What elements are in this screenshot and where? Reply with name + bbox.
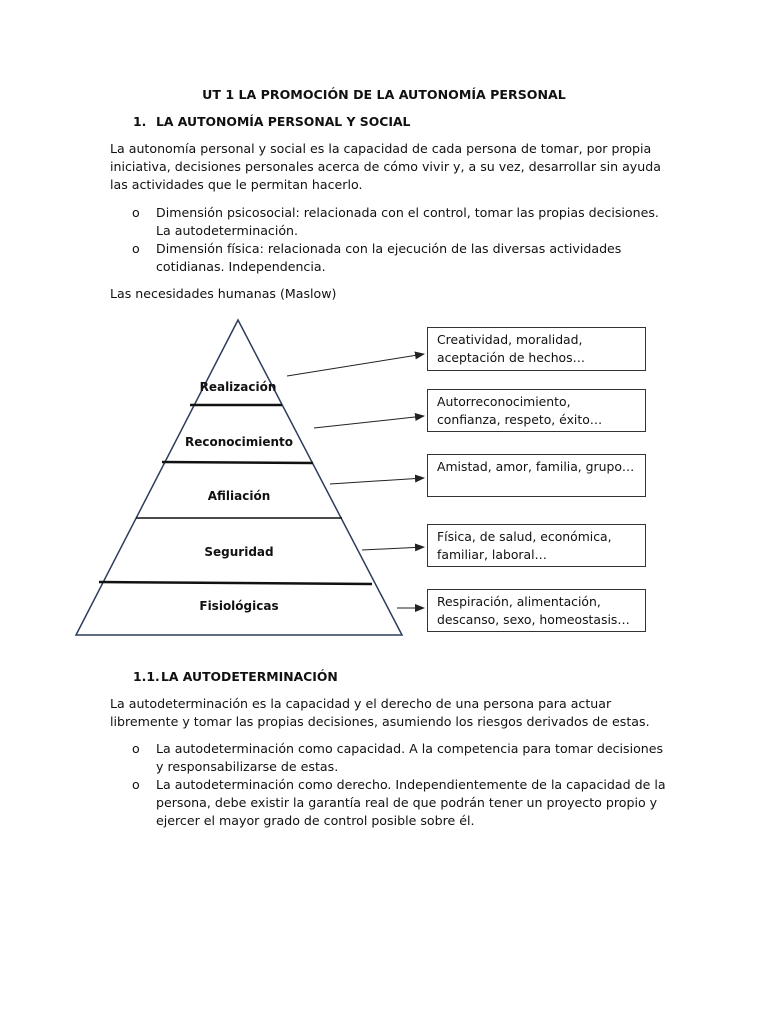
bullet-mark: o xyxy=(132,205,140,220)
section-1-1-bullet-list xyxy=(110,740,670,830)
description-box-fisiologicas: Respiración, alimentación, descanso, sexo, homeostasis… xyxy=(427,589,646,632)
bullet-text: La autodeterminación como capacidad. A la competencia para tomar decisiones y responsabilizarse de estas. xyxy=(156,741,664,774)
bullet-mark: o xyxy=(132,741,140,756)
maslow-intro: Las necesidades humanas (Maslow) xyxy=(110,286,337,301)
list-item xyxy=(110,740,670,776)
section-1-number: 1. xyxy=(133,114,147,129)
bullet-mark: o xyxy=(132,777,140,792)
section-1-1-paragraph: La autodeterminación es la capacidad y el derecho de una persona para actuar libremente y tomar las propias decisiones, asumiendo los riesgos derivados de estas. xyxy=(110,696,650,729)
description-box-afiliacion: Amistad, amor, familia, grupo… xyxy=(427,454,646,497)
description-box-seguridad: Física, de salud, económica, familiar, laboral… xyxy=(427,524,646,567)
section-1-paragraph: La autonomía personal y social es la capacidad de cada persona de tomar, por propia iniciativa, decisiones personales acerca de cómo vivir y, a su vez, desarrollar sin ayuda las actividades que le permitan hacerlo. xyxy=(110,141,661,192)
arrow xyxy=(330,478,424,484)
page-title: UT 1 LA PROMOCIÓN DE LA AUTONOMÍA PERSONAL xyxy=(202,87,566,102)
bullet-mark: o xyxy=(132,241,140,256)
pyramid-divider xyxy=(99,582,372,584)
pyramid-level-afiliacion: Afiliación xyxy=(207,489,271,503)
list-item xyxy=(110,776,670,830)
pyramid-outline xyxy=(76,320,402,635)
pyramid-divider xyxy=(162,462,313,463)
section-1-1-number: 1.1. xyxy=(133,669,160,684)
arrow xyxy=(287,354,424,376)
pyramid-level-seguridad: Seguridad xyxy=(204,545,274,559)
section-1-1-heading: LA AUTODETERMINACIÓN xyxy=(161,669,338,684)
description-box-realizacion: Creatividad, moralidad, aceptación de hechos… xyxy=(427,327,646,371)
pyramid-level-fisiologicas: Fisiológicas xyxy=(199,599,279,613)
arrow xyxy=(362,547,424,550)
section-1-heading: LA AUTONOMÍA PERSONAL Y SOCIAL xyxy=(156,114,411,129)
bullet-text: La autodeterminación como derecho. Independientemente de la capacidad de la persona, debe existir la garantía real de que podrán tener un proyecto propio y ejercer el mayor grado de control posible sobre él. xyxy=(156,777,666,828)
pyramid-level-realizacion: Realización xyxy=(199,380,277,394)
bullet-text: Dimensión física: relacionada con la ejecución de las diversas actividades cotidianas. Independencia. xyxy=(156,241,622,274)
description-box-reconocimiento: Autorreconocimiento, confianza, respeto, éxito… xyxy=(427,389,646,432)
pyramid-level-reconocimiento: Reconocimiento xyxy=(184,435,294,449)
bullet-text: Dimensión psicosocial: relacionada con el control, tomar las propias decisiones. La autodeterminación. xyxy=(156,205,659,238)
arrow xyxy=(314,416,424,428)
